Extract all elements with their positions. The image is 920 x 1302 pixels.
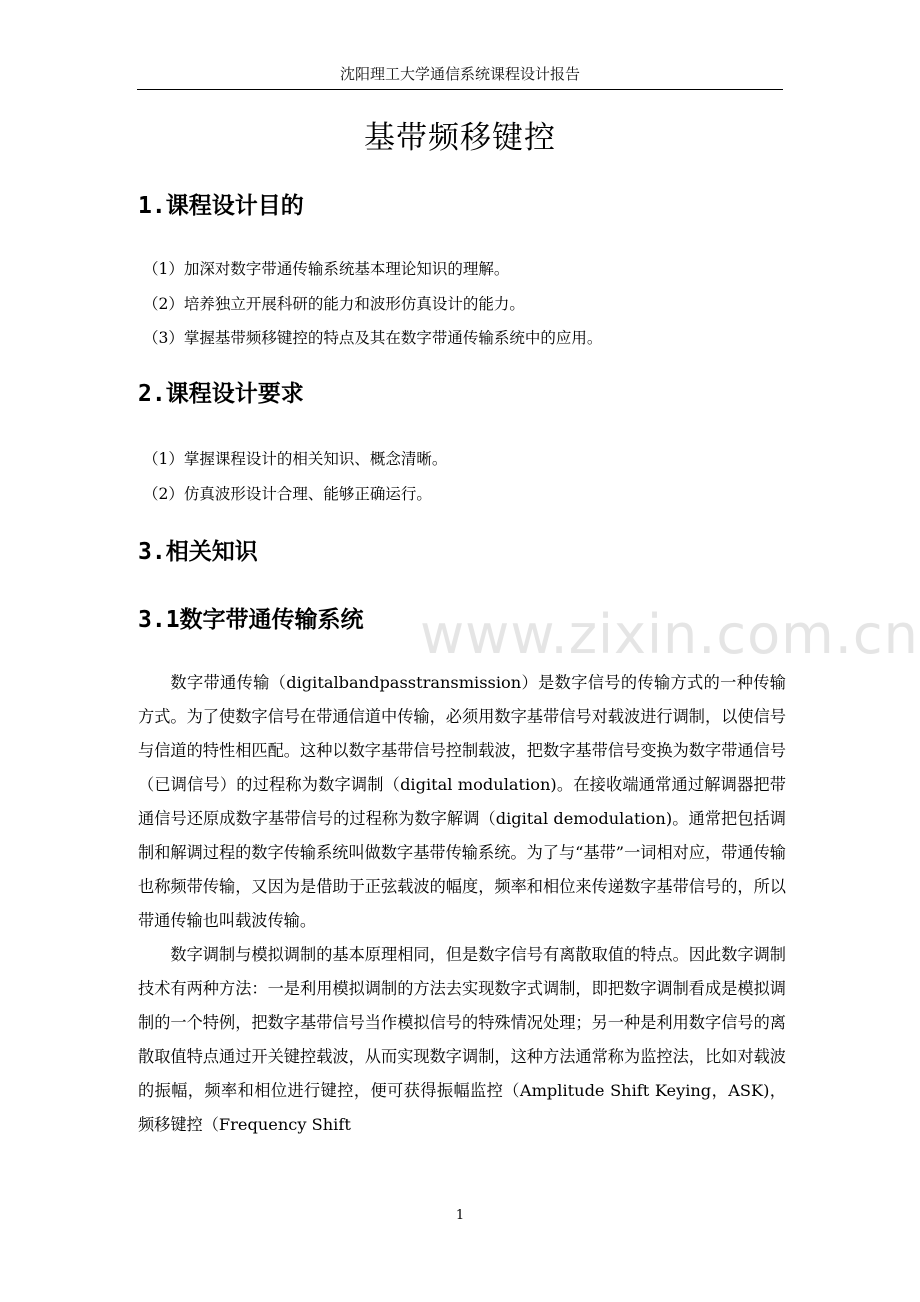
section-2	[138, 378, 784, 410]
list-item: （2）培养独立开展科研的能力和波形仿真设计的能力。	[143, 294, 525, 313]
section-2-list	[143, 442, 783, 511]
paragraph: 数字调制与模拟调制的基本原理相同，但是数字信号有离散取值的特点。因此数字调制技术有两种方法：一是利用模拟调制的方法去实现数字式调制，即把数字调制看成是模拟调制的一个特例，把数字基带信号当作模拟信号的特殊情况处理；另一种是利用数字信号的离散取值特点通过开关键控载波，从而实现数字调制，这种方法通常称为监控法，比如对载波的振幅，频率和相位进行键控，便可获得振幅监控（Amplitude Shift Keying，ASK)，频移键控（Frequency Shift	[138, 945, 786, 1134]
paragraph: 数字带通传输（digitalbandpasstransmission）是数字信号的传输方式的一种传输方式。为了使数字信号在带通信道中传输，必须用数字基带信号对载波进行调制，以使信号与信道的特性相匹配。这种以数字基带信号控制载波，把数字基带信号变换为数字带通信号（已调信号）的过程称为数字调制（digital modulation)。在接收端通常通过解调器把带通信号还原成数字基带信号的过程称为数字解调（digital demodulation)。通常把包括调制和解调过程的数字传输系统叫做数字基带传输系统。为了与“基带”一词相对应，带通传输也称频带传输，又因为是借助于正弦载波的幅度，频率和相位来传递数字基带信号的，所以带通传输也叫载波传输。	[138, 673, 786, 930]
document-title: 基带频移键控	[364, 120, 556, 156]
section-3-1-heading: 3.1数字带通传输系统	[138, 607, 364, 633]
header-rule	[137, 89, 783, 90]
section-3	[138, 536, 784, 568]
section-3-heading: 3.相关知识	[138, 539, 258, 565]
list-item: （3）掌握基带频移键控的特点及其在数字带通传输系统中的应用。	[143, 329, 603, 347]
watermark-text: www.zixin.com.cn	[420, 603, 919, 666]
section-1-heading: 1.课程设计目的	[138, 193, 304, 219]
section-1-list	[143, 252, 783, 356]
running-header: 沈阳理工大学通信系统课程设计报告	[339, 65, 580, 83]
page-number: 1	[455, 1208, 465, 1223]
section-1	[138, 190, 784, 222]
list-item: （2）仿真波形设计合理、能够正确运行。	[143, 484, 432, 503]
list-item: （1）掌握课程设计的相关知识、概念清晰。	[143, 450, 448, 468]
section-3-1-body	[138, 666, 786, 1142]
section-2-heading: 2.课程设计要求	[138, 381, 304, 407]
list-item: （1）加深对数字带通传输系统基本理论知识的理解。	[143, 260, 510, 278]
